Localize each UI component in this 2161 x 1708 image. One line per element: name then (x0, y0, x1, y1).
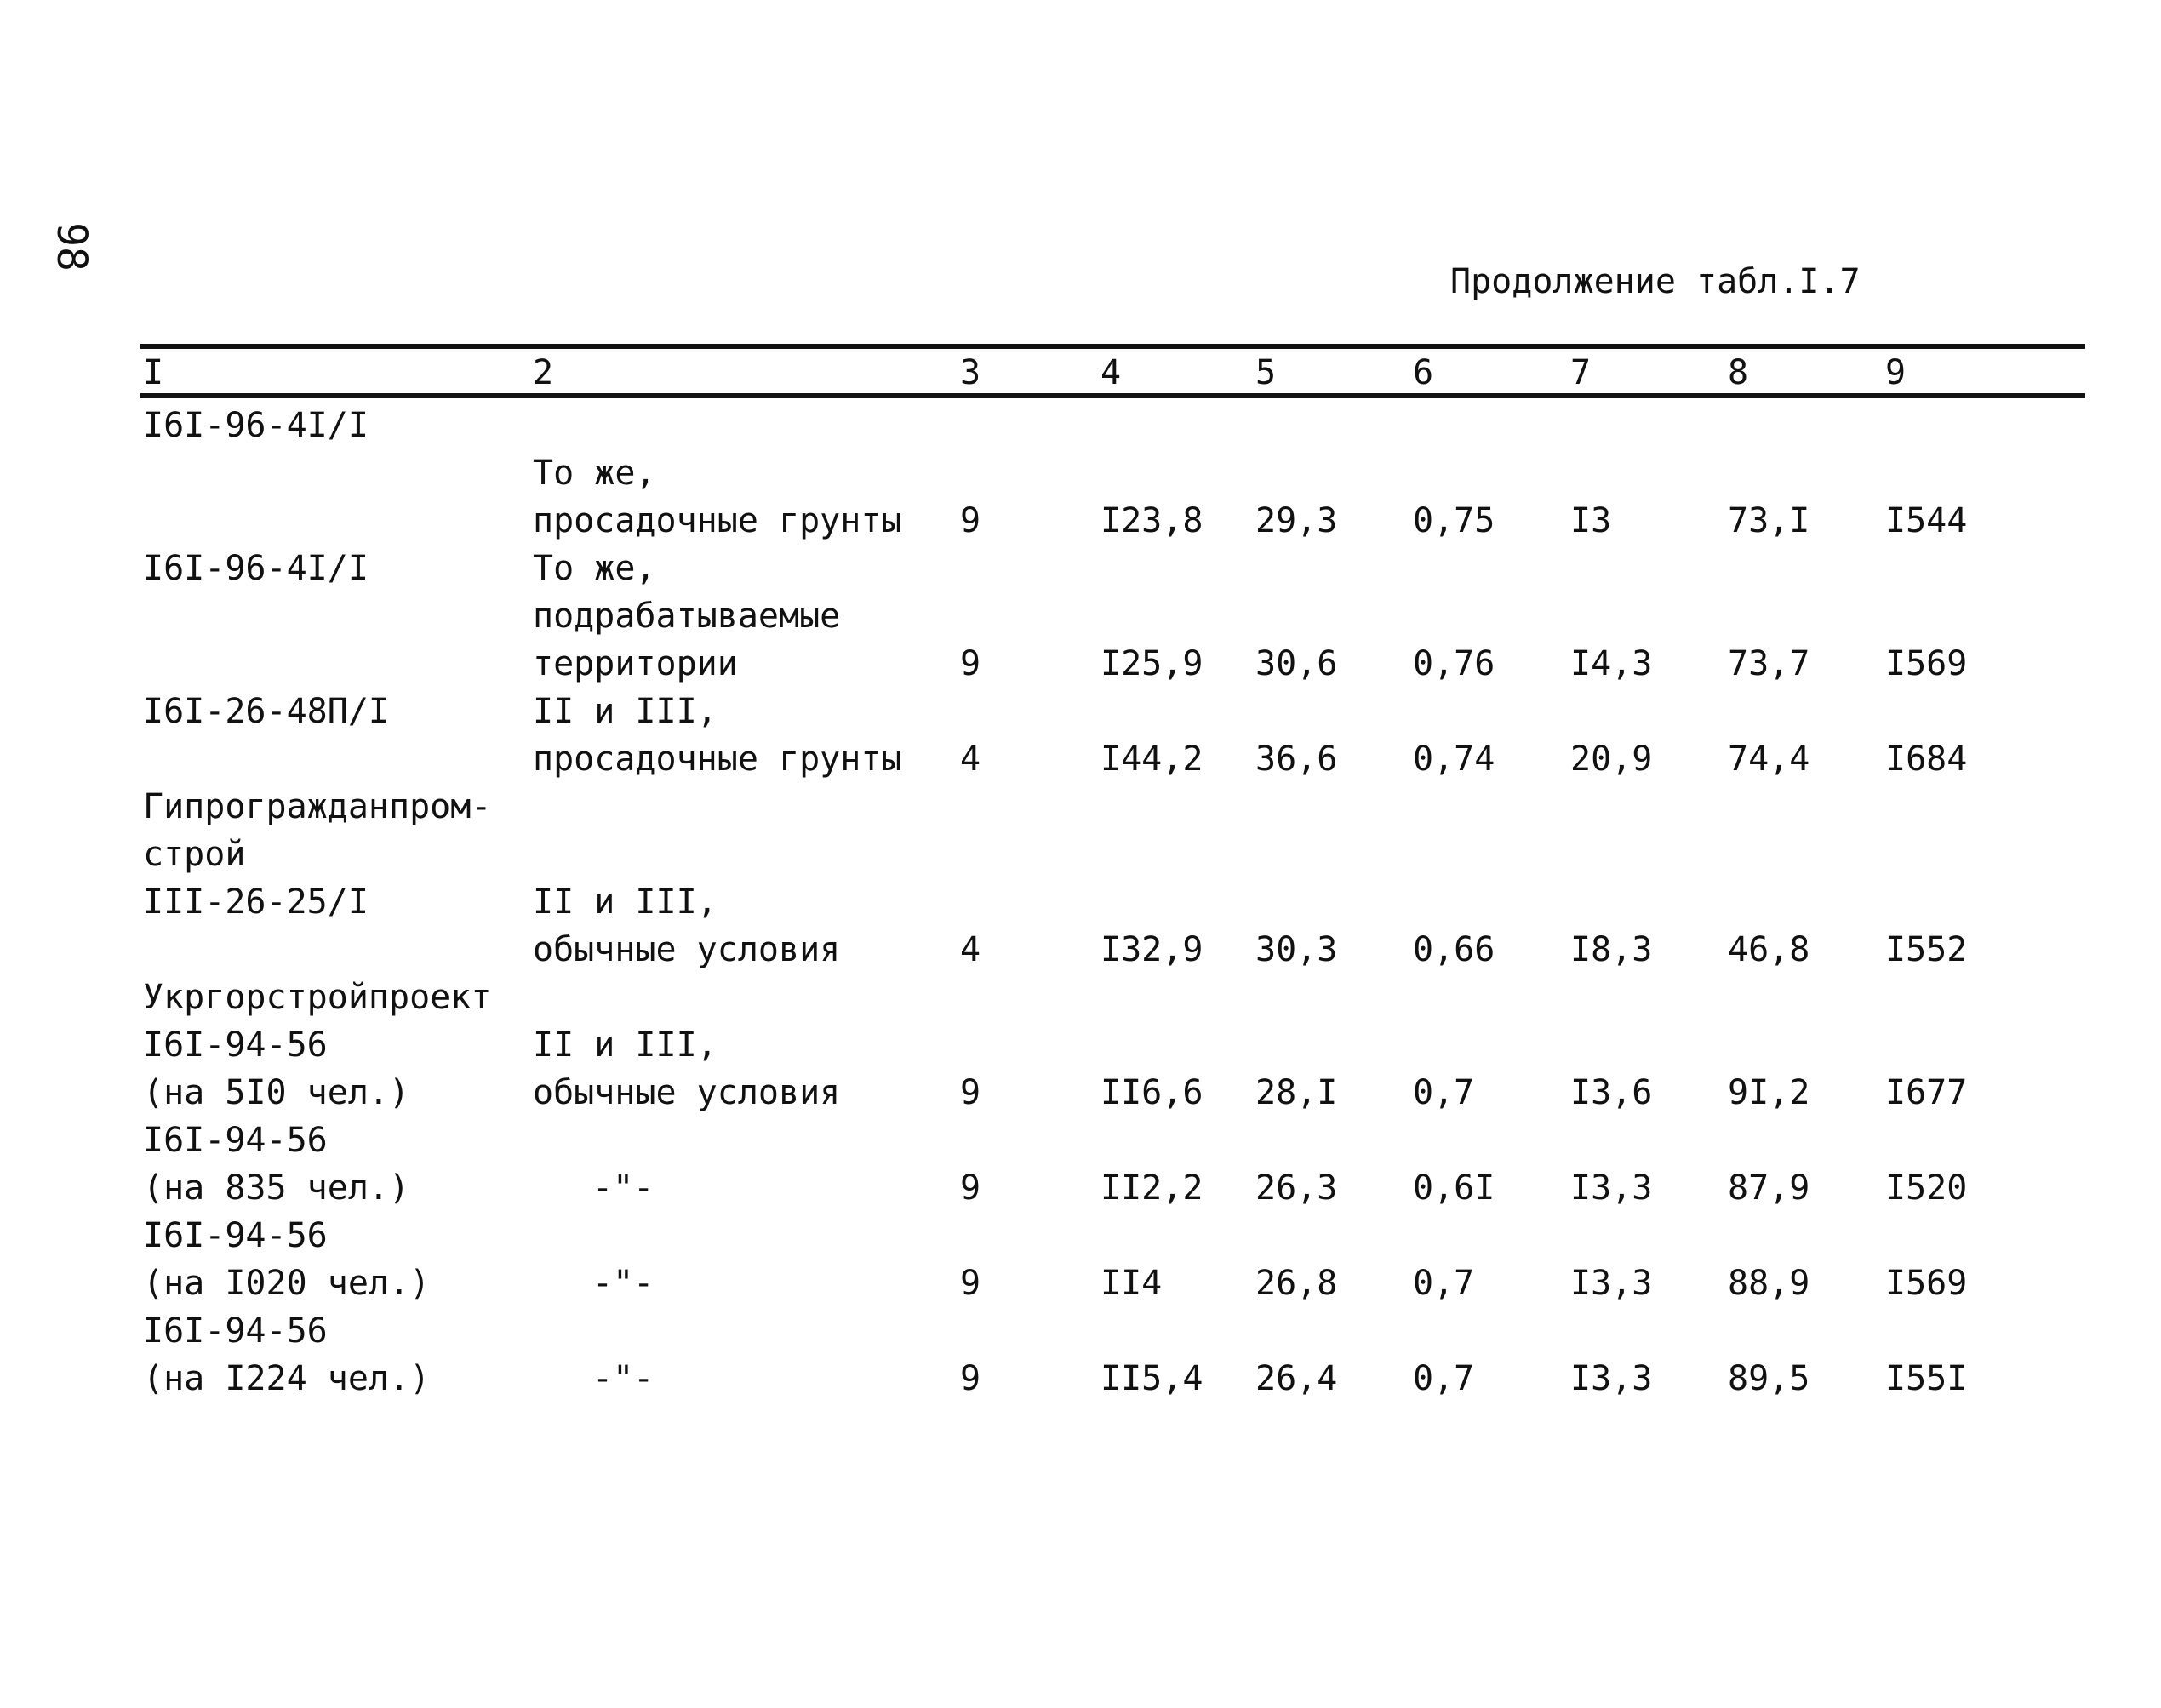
table-caption: Продолжение табл.I.7 (1450, 262, 1861, 301)
cell-value-6: 0,74 (1413, 740, 1495, 779)
cell-floors: 4 (960, 930, 981, 969)
cell-value-5: 36,6 (1255, 740, 1338, 779)
cell-value-8: 87,9 (1728, 1168, 1810, 1208)
column-header: 4 (1101, 353, 1122, 392)
column-header: 3 (960, 353, 981, 392)
cell-value-7: I3,6 (1570, 1073, 1653, 1112)
cell-project-code: (на I224 чел.) (143, 1359, 431, 1398)
cell-value-7: I3 (1570, 501, 1612, 540)
cell-value-9: I569 (1885, 644, 1968, 683)
cell-value-7: I3,3 (1570, 1168, 1653, 1208)
cell-conditions: подрабатываемые (533, 597, 841, 636)
cell-value-7: I3,3 (1570, 1359, 1653, 1398)
cell-value-5: 26,4 (1255, 1359, 1338, 1398)
cell-project-code: I6I-94-56 (143, 1311, 328, 1351)
cell-value-5: 30,3 (1255, 930, 1338, 969)
cell-conditions: То же, (533, 549, 656, 588)
cell-value-5: 28,I (1255, 1073, 1338, 1112)
cell-conditions: просадочные грунты (533, 501, 902, 540)
cell-value-9: I544 (1885, 501, 1968, 540)
cell-value-6: 0,6I (1413, 1168, 1495, 1208)
column-header: I (143, 353, 164, 392)
cell-project-code: Гипрогражданпром- (143, 787, 492, 826)
cell-value-8: 89,5 (1728, 1359, 1810, 1398)
cell-value-4: I23,8 (1101, 501, 1203, 540)
cell-project-code: I6I-94-56 (143, 1121, 328, 1160)
cell-conditions: -"- (592, 1264, 655, 1303)
cell-project-code: (на I020 чел.) (143, 1264, 431, 1303)
cell-project-code: (на 835 чел.) (143, 1168, 410, 1208)
cell-value-7: I3,3 (1570, 1264, 1653, 1303)
cell-project-code: строй (143, 835, 246, 874)
cell-value-6: 0,7 (1413, 1359, 1475, 1398)
cell-value-6: 0,66 (1413, 930, 1495, 969)
cell-value-4: II2,2 (1101, 1168, 1203, 1208)
cell-floors: 9 (960, 1264, 981, 1303)
cell-value-8: 46,8 (1728, 930, 1810, 969)
cell-conditions: II и III, (533, 883, 717, 922)
cell-conditions: II и III, (533, 692, 717, 731)
column-header: 6 (1413, 353, 1434, 392)
cell-project-code: I6I-26-48П/I (143, 692, 389, 731)
cell-value-4: I44,2 (1101, 740, 1203, 779)
cell-value-4: II6,6 (1101, 1073, 1203, 1112)
cell-value-5: 26,3 (1255, 1168, 1338, 1208)
cell-value-9: I684 (1885, 740, 1968, 779)
cell-value-4: II4 (1101, 1264, 1163, 1303)
cell-conditions: территории (533, 644, 738, 683)
cell-conditions: обычные условия (533, 930, 841, 969)
cell-value-4: II5,4 (1101, 1359, 1203, 1398)
cell-conditions: II и III, (533, 1025, 717, 1065)
column-header: 7 (1570, 353, 1592, 392)
cell-value-6: 0,7 (1413, 1073, 1475, 1112)
cell-value-9: I677 (1885, 1073, 1968, 1112)
cell-project-code: Укргорстройпроект (143, 978, 492, 1017)
cell-value-9: I55I (1885, 1359, 1968, 1398)
cell-conditions: -"- (592, 1168, 655, 1208)
cell-value-5: 29,3 (1255, 501, 1338, 540)
cell-conditions: То же, (533, 454, 656, 493)
column-header: 8 (1728, 353, 1749, 392)
page-number: 98 (48, 222, 95, 271)
cell-floors: 9 (960, 1359, 981, 1398)
cell-project-code: III-26-25/I (143, 883, 369, 922)
cell-conditions: -"- (592, 1359, 655, 1398)
cell-value-5: 26,8 (1255, 1264, 1338, 1303)
cell-value-6: 0,76 (1413, 644, 1495, 683)
column-header: 2 (533, 353, 554, 392)
cell-value-6: 0,7 (1413, 1264, 1475, 1303)
cell-value-7: I8,3 (1570, 930, 1653, 969)
cell-floors: 9 (960, 501, 981, 540)
cell-floors: 9 (960, 1073, 981, 1112)
cell-value-8: 73,I (1728, 501, 1810, 540)
cell-value-8: 74,4 (1728, 740, 1810, 779)
cell-value-4: I25,9 (1101, 644, 1203, 683)
cell-value-4: I32,9 (1101, 930, 1203, 969)
cell-value-6: 0,75 (1413, 501, 1495, 540)
cell-value-8: 9I,2 (1728, 1073, 1810, 1112)
cell-conditions: обычные условия (533, 1073, 841, 1112)
cell-value-5: 30,6 (1255, 644, 1338, 683)
cell-floors: 4 (960, 740, 981, 779)
cell-value-7: 20,9 (1570, 740, 1653, 779)
cell-conditions: просадочные грунты (533, 740, 902, 779)
cell-value-7: I4,3 (1570, 644, 1653, 683)
cell-project-code: I6I-94-56 (143, 1025, 328, 1065)
cell-value-9: I520 (1885, 1168, 1968, 1208)
cell-project-code: I6I-94-56 (143, 1216, 328, 1255)
cell-value-8: 88,9 (1728, 1264, 1810, 1303)
cell-project-code: (на 5I0 чел.) (143, 1073, 410, 1112)
cell-project-code: I6I-96-4I/I (143, 549, 369, 588)
cell-project-code: I6I-96-4I/I (143, 406, 369, 445)
column-header: 9 (1885, 353, 1907, 392)
column-header: 5 (1255, 353, 1277, 392)
cell-value-9: I552 (1885, 930, 1968, 969)
cell-floors: 9 (960, 644, 981, 683)
cell-value-9: I569 (1885, 1264, 1968, 1303)
cell-floors: 9 (960, 1168, 981, 1208)
cell-value-8: 73,7 (1728, 644, 1810, 683)
